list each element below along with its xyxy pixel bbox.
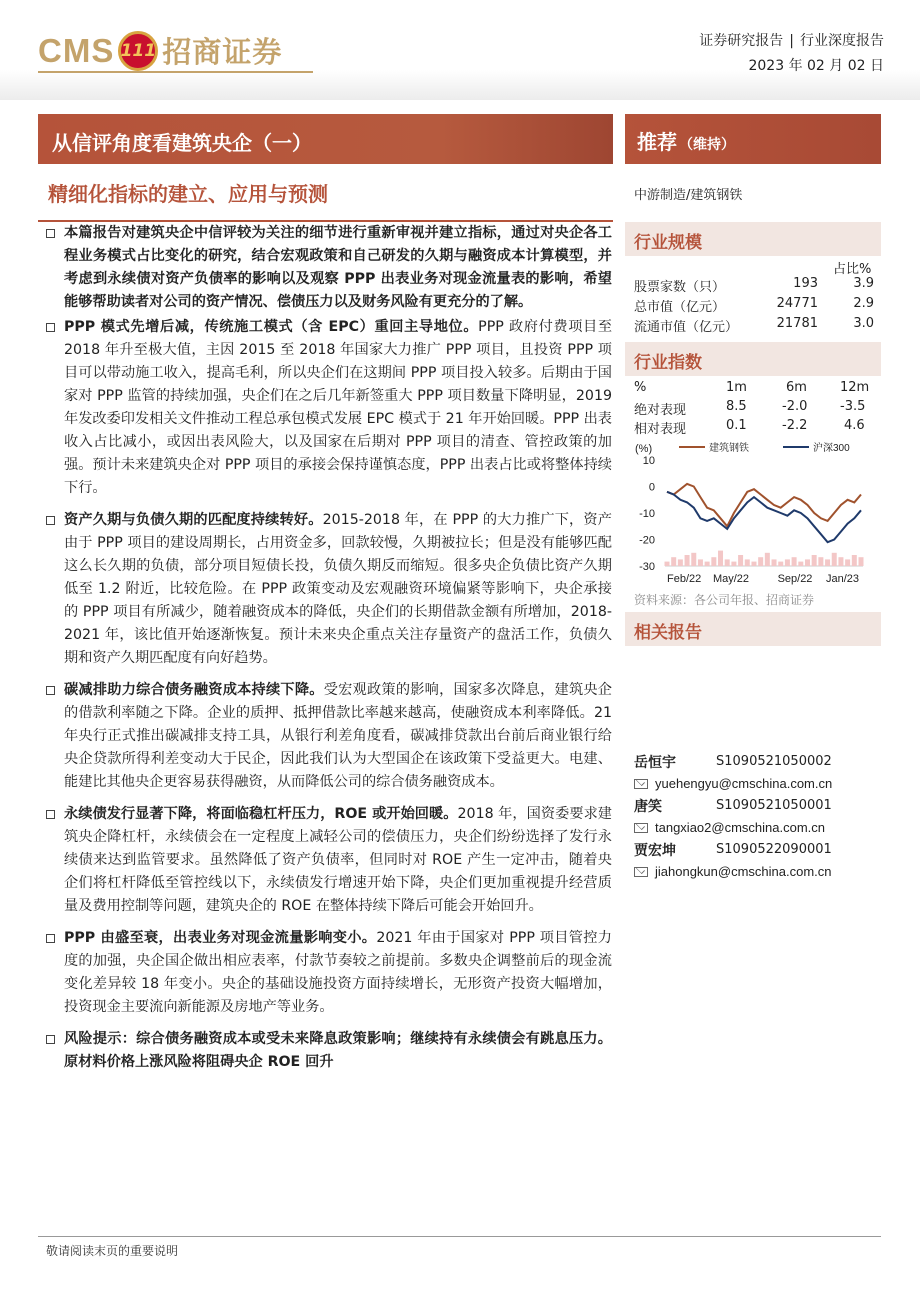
relative-bar xyxy=(859,557,864,566)
relative-bar xyxy=(738,555,743,566)
relative-bar xyxy=(705,562,710,566)
relative-bar xyxy=(758,557,763,566)
analyst-email[interactable]: yuehengyu@cmschina.com.cn xyxy=(655,776,833,791)
relative-bar xyxy=(778,562,783,566)
section-header-related: 相关报告 xyxy=(625,612,881,646)
rating-label: 推荐 xyxy=(637,130,677,154)
checkbox-bullet-icon xyxy=(46,229,55,238)
risk-warning: 风险提示：综合债务融资成本或受未来降息政策影响；继续持有永续债会有跳息压力。原材料价格上涨风险将阻碍央企 ROE 回升 xyxy=(46,1028,612,1074)
analyst-license: S1090521050002 xyxy=(716,754,832,769)
y-tick-label: -20 xyxy=(639,534,655,547)
index-row: 绝对表现 8.5 -2.0 -3.5 xyxy=(634,399,866,418)
relative-bar xyxy=(711,557,716,566)
relative-bar xyxy=(805,559,810,566)
x-tick-label: Jan/23 xyxy=(825,573,859,585)
relative-bar xyxy=(678,559,683,566)
summary-paragraph: 碳减排助力综合债务融资成本持续下降。受宏观政策的影响，国家多次降息，建筑央企的借款利率随之下降。企业的质押、抵押借款比率越来越高，使融资成本利率降低。21 年央行正式推出碳减排支持工具，从银行利差角度看，碳减排贷款出台前后商业银行给央企贷款所得利差变动大于民企，因此我们认为大型国企在该政策下受益更大。电建、能建比其他央企更容易获得融资，从而降低公司的综合债务融资成本。 xyxy=(46,679,612,794)
report-date: 2023 年 02 月 02 日 xyxy=(748,58,884,74)
summary-body xyxy=(46,222,612,1074)
checkbox-bullet-icon xyxy=(46,934,55,943)
relative-bar xyxy=(798,562,803,566)
analyst-license: S1090521050001 xyxy=(716,798,832,813)
report-subtitle: 精细化指标的建立、应用与预测 xyxy=(48,182,328,206)
logo-underline xyxy=(38,71,313,73)
relative-bar xyxy=(671,557,676,566)
mail-icon xyxy=(634,823,648,833)
relative-bar xyxy=(725,559,730,566)
section-header-scale: 行业规模 xyxy=(625,222,881,256)
logo-text: CMS xyxy=(38,31,115,69)
scale-row: 股票家数（只） 193 3.9 xyxy=(634,276,874,295)
analyst-license: S1090522090001 xyxy=(716,842,832,857)
summary-paragraph: 本篇报告对建筑央企中信评较为关注的细节进行重新审视并建立指标，通过对央企各工程业务模式占比变化的研究，结合宏观政策和自己研发的久期与融资成本计算模型，并考虑到永续债对资产负债率的影响以及观察 PPP 出表业务对现金流量表的影响，希望能够帮助读者对公司的资产情况、偿债压力以及财务风险有更充分的了解。 xyxy=(46,222,612,314)
chart-source: 资料来源：各公司年报、招商证券 xyxy=(634,593,815,607)
scale-row: 流通市值（亿元） 21781 3.0 xyxy=(634,316,874,335)
legend-label: 沪深300 xyxy=(813,443,850,454)
scale-col-header: 占比% xyxy=(833,262,872,277)
relative-bar xyxy=(832,553,837,566)
analyst-email[interactable]: jiahongkun@cmschina.com.cn xyxy=(655,864,832,879)
y-tick-label: 10 xyxy=(642,455,655,467)
summary-paragraph: 永续债发行显著下降，将面临稳杠杆压力，ROE 或开始回暖。2018 年，国资委要求建筑央企降杠杆，永续债会在一定程度上减轻公司的偿债压力，央企们纷纷选择了发行永续债来达到监管要求。虽然降低了资产负债率，但同时对 ROE 产生一定冲击，随着央企们将杠杆降低至管控线以下，永续债发行增速开始下降，央企们更加重视提升经营质量及费用控制等问题，建筑央企的 ROE 在整体持续下降后可能会开始回升。 xyxy=(46,803,612,918)
checkbox-bullet-icon xyxy=(46,323,55,332)
relative-bar xyxy=(765,553,770,566)
summary-paragraph: 资产久期与负债久期的匹配度持续转好。2015-2018 年，在 PPP 的大力推广下，资产由于 PPP 项目的建设周期长，占用资金多，回款较慢，久期被拉长；但是没有能够匹配这么长久期的负债，部分项目短债长投，负债久期反而缩短。很多央企负债比资产久期低至 1.2 附近，比较危险。在 PPP 政策变动及宏观融资环境偏紧等影响下，央企承接的 PPP 项目有所减少，随着融资成本的降低，央企们的长期借款金额有所增加，2018-2021 年，该比值开始逐渐恢复。预计未来央企重点关注存量资产的盘活工作，负债久期和资产久期匹配度有向好趋势。 xyxy=(46,509,612,670)
footer-rule xyxy=(38,1236,881,1237)
scale-row: 总市值（亿元） 24771 2.9 xyxy=(634,296,874,315)
x-tick-label: Sep/22 xyxy=(777,573,813,585)
mail-icon xyxy=(634,867,648,877)
checkbox-bullet-icon xyxy=(46,516,55,525)
checkbox-bullet-icon xyxy=(46,686,55,695)
relative-bar xyxy=(792,557,797,566)
relative-bar xyxy=(691,553,696,566)
x-tick-label: May/22 xyxy=(712,573,750,585)
logo-badge-icon: 111 xyxy=(118,31,158,71)
relative-bar xyxy=(751,562,756,566)
checkbox-bullet-icon xyxy=(46,1035,55,1044)
report-title: 从信评角度看建筑央企（一） xyxy=(38,114,613,164)
y-tick-label: 0 xyxy=(648,481,655,494)
logo-chinese-name: 招商证券 xyxy=(162,35,283,69)
index-header-row: % 1m 6m 12m xyxy=(634,380,870,395)
y-tick-label: -10 xyxy=(639,508,655,520)
relative-bar xyxy=(665,562,670,566)
industry-label: 中游制造/建筑钢铁 xyxy=(634,188,743,203)
report-type: 证券研究报告 | 行业深度报告 xyxy=(699,33,884,49)
analyst-name: 唐笑 xyxy=(634,799,662,815)
company-logo xyxy=(38,30,282,71)
summary-paragraph: PPP 由盛至衰，出表业务对现金流量影响变小。2021 年由于国家对 PPP 项目管控力度的加强，央企国企做出相应表率，付款节奏较之前提前。多数央企调整前后的现金流变化差异较 18 年变小。央企的基础设施投资方面持续增长，无形资产投资大幅增加，投资现金主要流向新能源及房地产等业务。 xyxy=(46,927,612,1019)
analyst-email[interactable]: tangxiao2@cmschina.com.cn xyxy=(655,820,825,835)
relative-bar xyxy=(838,557,843,566)
checkbox-bullet-icon xyxy=(46,810,55,819)
rating-sub: （维持） xyxy=(679,137,735,153)
legend-label: 建筑钢铁 xyxy=(709,443,749,454)
index-chart-svg xyxy=(633,438,873,588)
footer-note: 敬请阅读末页的重要说明 xyxy=(46,1244,179,1258)
section-header-index: 行业指数 xyxy=(625,342,881,376)
relative-bar xyxy=(745,559,750,566)
relative-bar xyxy=(685,555,690,566)
relative-bar xyxy=(818,557,823,566)
index-row: 相对表现 0.1 -2.2 4.6 xyxy=(634,418,865,437)
relative-bar xyxy=(845,559,850,566)
analyst-name: 贾宏坤 xyxy=(634,843,676,859)
rating-box xyxy=(625,114,881,164)
x-tick-label: Feb/22 xyxy=(667,573,702,585)
relative-bar xyxy=(852,555,857,566)
index-chart xyxy=(633,438,873,588)
relative-bar xyxy=(825,559,830,566)
summary-paragraph: PPP 模式先增后减，传统施工模式（含 EPC）重回主导地位。PPP 政府付费项目至 2018 年升至极大值，主因 2015 至 2018 年国家大力推广 PPP 项目，且投资 PPP 项目可以带动施工收入，提高毛利，所以央企们在这期间 PPP 项目投入较多。后期由于国家对 PPP 监管的持续加强，央企们在之后几年新签重大 PPP 项目数量下降明显，2019 年发改委印发相关文件推动工程总承包模式发展 EPC 模式于 21 年开始回暖。PPP 出表收入占比减小，或因出表风险大，以及国家在后期对 PPP 项目的清查、管控政策的加强。预计未来建筑央企对 PPP 项目的承接会保持谨慎态度，PPP 出表占比或将整体持续下行。 xyxy=(46,316,612,500)
relative-bar xyxy=(718,551,723,566)
relative-bar xyxy=(772,559,777,566)
y-axis-label: (%) xyxy=(635,443,653,455)
mail-icon xyxy=(634,779,648,789)
analyst-name: 岳恒宇 xyxy=(634,755,676,771)
relative-bar xyxy=(812,555,817,566)
relative-bar xyxy=(785,559,790,566)
relative-bar xyxy=(698,559,703,566)
relative-bar xyxy=(731,562,736,566)
y-tick-label: -30 xyxy=(639,561,655,573)
